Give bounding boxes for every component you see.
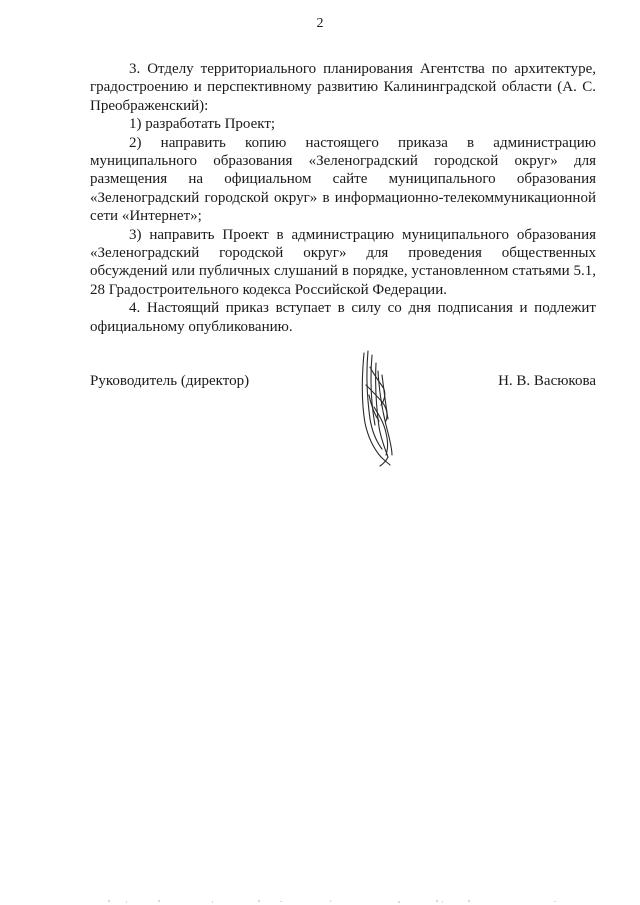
paragraph-3: 3. Отделу территориального планирования Агентства по архитектуре, градостроению и перспективному развитию Калининградской области (А. С. Преображенский): bbox=[90, 61, 596, 114]
document-body bbox=[90, 60, 596, 336]
paragraph-4: 4. Настоящий приказ вступает в силу со дня подписания и подлежит официальному опубликованию. bbox=[90, 300, 596, 335]
scan-artifacts bbox=[0, 895, 640, 905]
signer-title: Руководитель (директор) bbox=[90, 373, 250, 389]
paragraph-3-item-3: 3) направить Проект в администрацию муниципального образования «Зеленоградский городской округ» для проведения общественных обсуждений или публичных слушаний в порядке, установленном статьями 5.1, 28 Градостроительного кодекса Российской Федерации. bbox=[90, 226, 596, 298]
paragraph-3-item-2: 2) направить копию настоящего приказа в администрацию муниципального образования «Зеленоградский городской округ» для размещения на официальном сайте муниципального образования «Зеленоградский городской округ» в информационно-телекоммуникационной сети «Интернет»; bbox=[90, 134, 596, 225]
paragraph-3-item-1: 1) разработать Проект; bbox=[129, 116, 276, 133]
signer-name: Н. В. Васюкова bbox=[498, 373, 596, 389]
page-number: 2 bbox=[316, 16, 324, 31]
handwritten-signature-icon bbox=[348, 345, 408, 470]
